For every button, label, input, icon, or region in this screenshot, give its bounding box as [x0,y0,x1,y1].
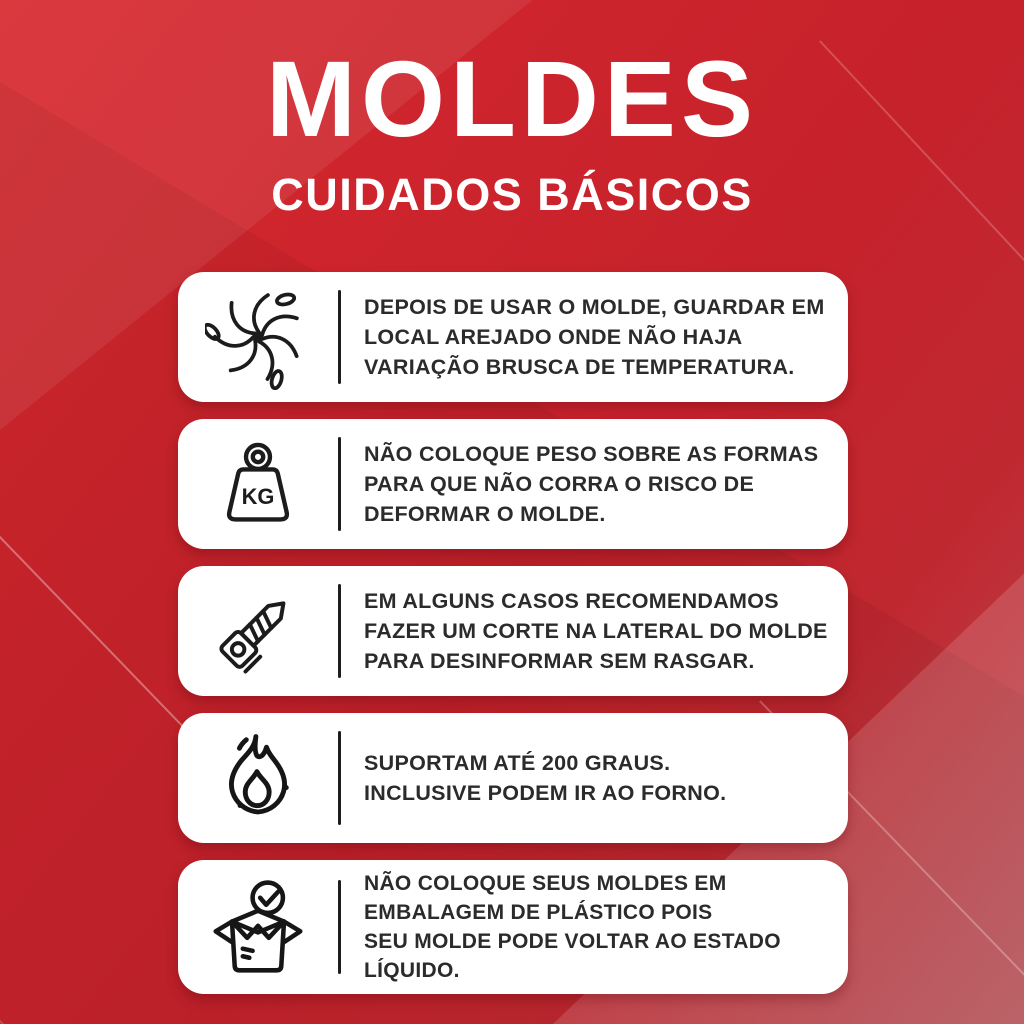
card-text-line: LOCAL AREJADO ONDE NÃO HAJA [364,325,743,349]
care-cards-list [178,272,848,994]
card-no-weight [178,419,848,549]
card-text-line: DEPOIS DE USAR O MOLDE, GUARDAR EM [364,295,825,319]
card-text-line: EM ALGUNS CASOS RECOMENDAMOS [364,589,779,613]
card-text [341,439,828,529]
card-storage [178,272,848,402]
card-text-line: PARA DESINFORMAR SEM RASGAR. [364,649,755,673]
box-check-icon [178,875,338,979]
card-text-line: FAZER UM CORTE NA LATERAL DO MOLDE [364,619,828,643]
weight-kg-icon [178,434,338,534]
card-text-line: INCLUSIVE PODEM IR AO FORNO. [364,781,727,805]
card-text-line: VARIAÇÃO BRUSCA DE TEMPERATURA. [364,355,795,379]
card-text-line: DEFORMAR O MOLDE. [364,502,606,526]
card-text [341,748,736,808]
cutter-icon [178,581,338,681]
card-cut-side [178,566,848,696]
header [0,38,1024,221]
page-subtitle: CUIDADOS BÁSICOS [271,169,753,221]
card-text-line: NÃO COLOQUE SEUS MOLDES EM [364,872,727,895]
card-heat [178,713,848,843]
card-text-line: SEU MOLDE PODE VOLTAR AO ESTADO [364,930,781,953]
card-text-line: PARA QUE NÃO CORRA O RISCO DE [364,472,755,496]
wind-swirl-icon [178,284,338,390]
card-text-line: NÃO COLOQUE PESO SOBRE AS FORMAS [364,442,819,466]
card-text-line: LÍQUIDO. [364,959,460,982]
card-text [341,869,791,985]
flame-icon [178,727,338,829]
background-hairline [0,960,153,1024]
card-text-line: SUPORTAM ATÉ 200 GRAUS. [364,751,671,775]
card-text [341,586,838,676]
kg-label: KG [241,483,275,509]
card-text-line: EMBALAGEM DE PLÁSTICO POIS [364,901,713,924]
card-text [341,292,835,382]
card-no-plastic [178,860,848,994]
page-title: MOLDES [265,38,758,159]
